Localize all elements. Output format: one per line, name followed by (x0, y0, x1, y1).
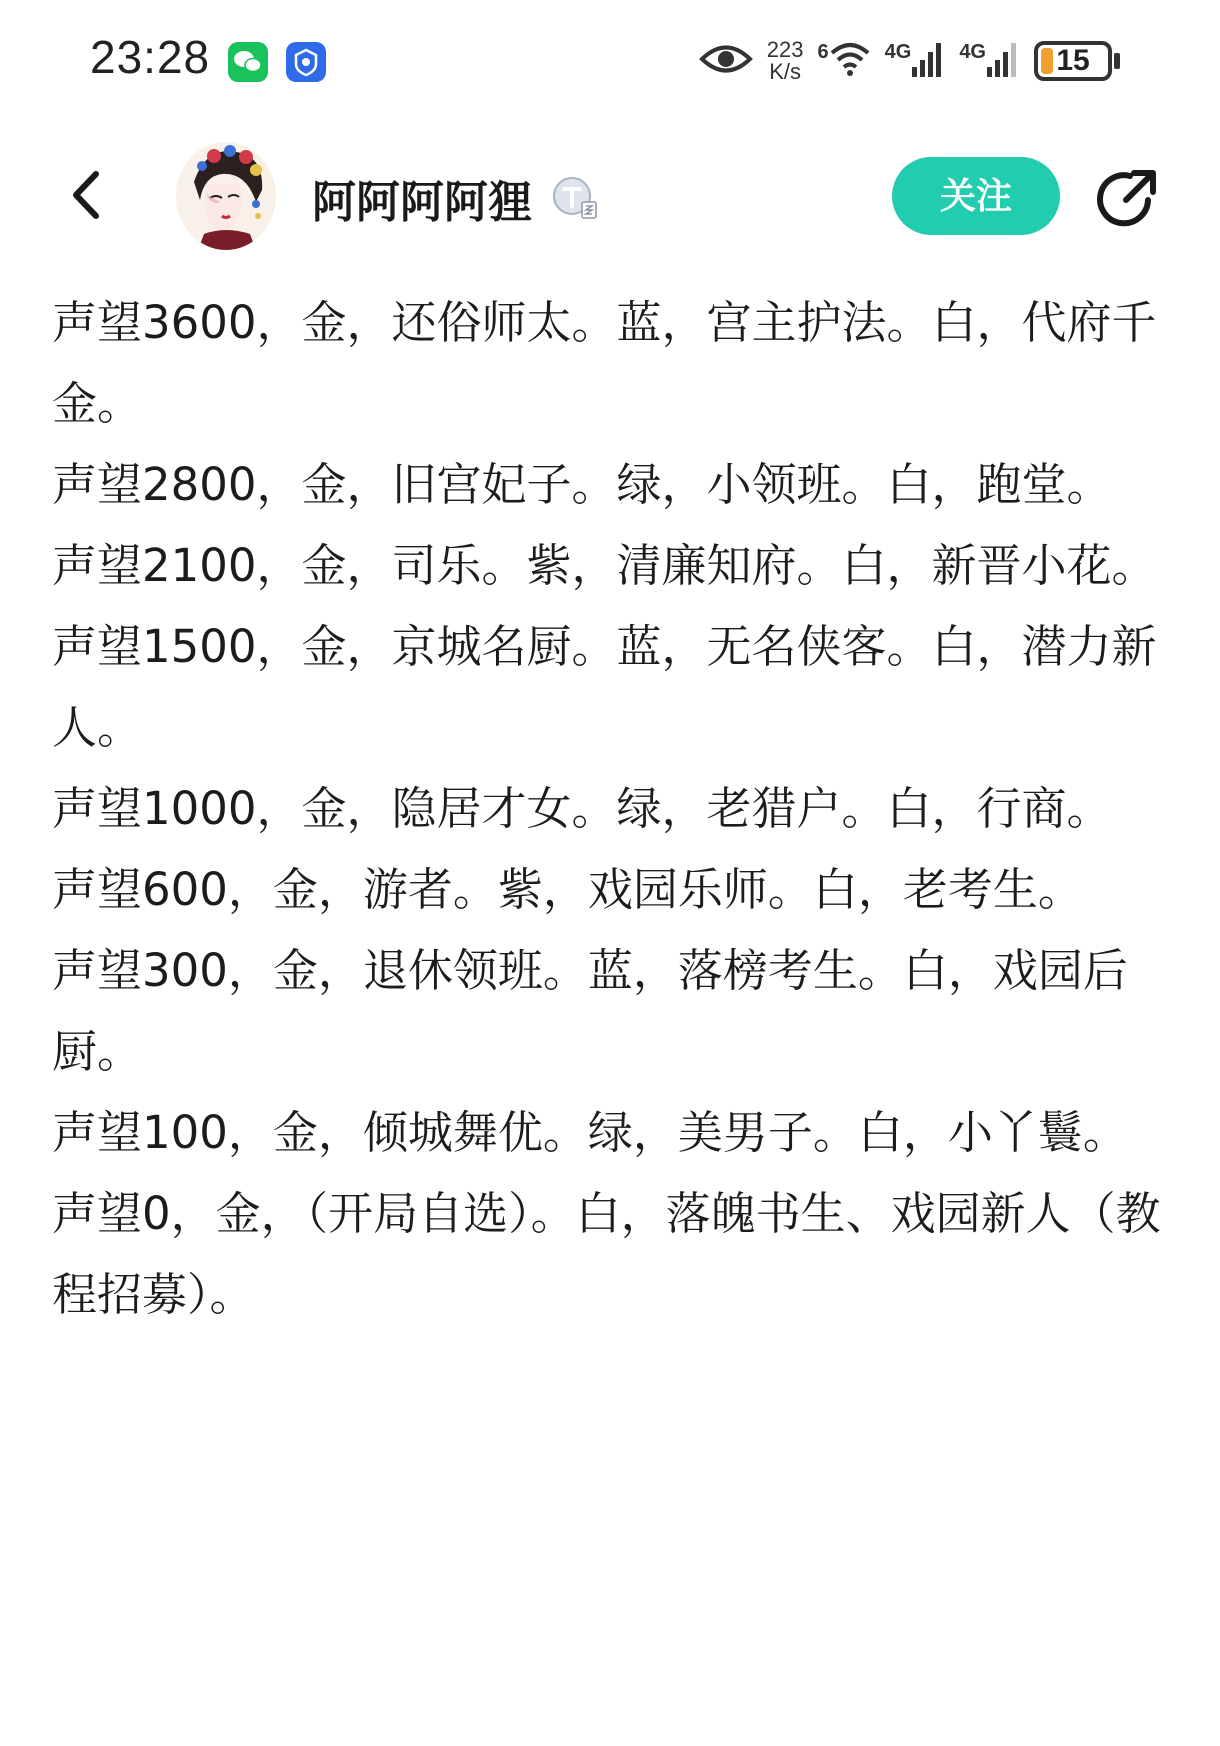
status-bar (0, 0, 1220, 118)
post-content (52, 282, 1182, 1335)
wifi-icon (829, 41, 871, 81)
content-paragraph: 声望1000，金，隐居才女。绿，老猎户。白，行商。 (52, 782, 1112, 835)
signal-indicator-2 (959, 41, 1020, 81)
wechat-icon (228, 42, 268, 82)
post-header (0, 130, 1220, 260)
net1-label: 4G (884, 41, 912, 63)
signal-icon (911, 41, 945, 81)
battery-icon (1034, 41, 1112, 81)
content-paragraph: 声望1500，金，京城名厨。蓝，无名侠客。白，潜力新人。 (52, 620, 1157, 754)
net-speed-unit: K/s (769, 59, 802, 84)
back-button[interactable] (54, 160, 124, 230)
status-time: 23:28 (90, 31, 211, 83)
shield-app-icon (286, 42, 326, 82)
status-icons (699, 36, 1120, 86)
content-paragraph: 声望2100，金，司乐。紫，清廉知府。白，新晋小花。 (52, 539, 1157, 592)
net2-label: 4G (959, 41, 986, 63)
content-paragraph: 声望3600，金，还俗师太。蓝，宫主护法。白，代府千金。 (52, 296, 1157, 430)
username[interactable]: 阿阿阿阿狸 (312, 177, 532, 228)
content-paragraph: 声望0，金，（开局自选）。白，落魄书生、戏园新人（教程招募）。 (52, 1187, 1161, 1321)
share-button[interactable] (1090, 160, 1166, 236)
battery-indicator (1034, 41, 1120, 81)
content-paragraph: 声望100，金，倾城舞优。绿，美男子。白，小丫鬟。 (52, 1106, 1128, 1159)
signal-icon (986, 41, 1020, 81)
avatar[interactable] (176, 142, 276, 250)
net-speed (767, 39, 804, 83)
net-speed-value: 223 (766, 37, 804, 62)
back-arrow-icon (54, 160, 124, 230)
content-paragraph: 声望300，金，退休领班。蓝，落榜考生。白，戏园后厨。 (52, 944, 1128, 1078)
wifi-label: 6 (817, 41, 829, 63)
wifi-indicator (818, 41, 871, 81)
battery-tip (1114, 53, 1120, 69)
battery-level: 15 (1056, 44, 1090, 77)
share-icon (1090, 160, 1166, 236)
signal-indicator-1 (885, 41, 946, 81)
follow-button[interactable]: 关注 (892, 157, 1060, 235)
level-badge-icon (552, 174, 600, 222)
eye-icon (699, 42, 753, 80)
content-paragraph: 声望2800，金，旧宫妃子。绿，小领班。白，跑堂。 (52, 458, 1112, 511)
content-paragraph: 声望600，金，游者。紫，戏园乐师。白，老考生。 (52, 863, 1083, 916)
